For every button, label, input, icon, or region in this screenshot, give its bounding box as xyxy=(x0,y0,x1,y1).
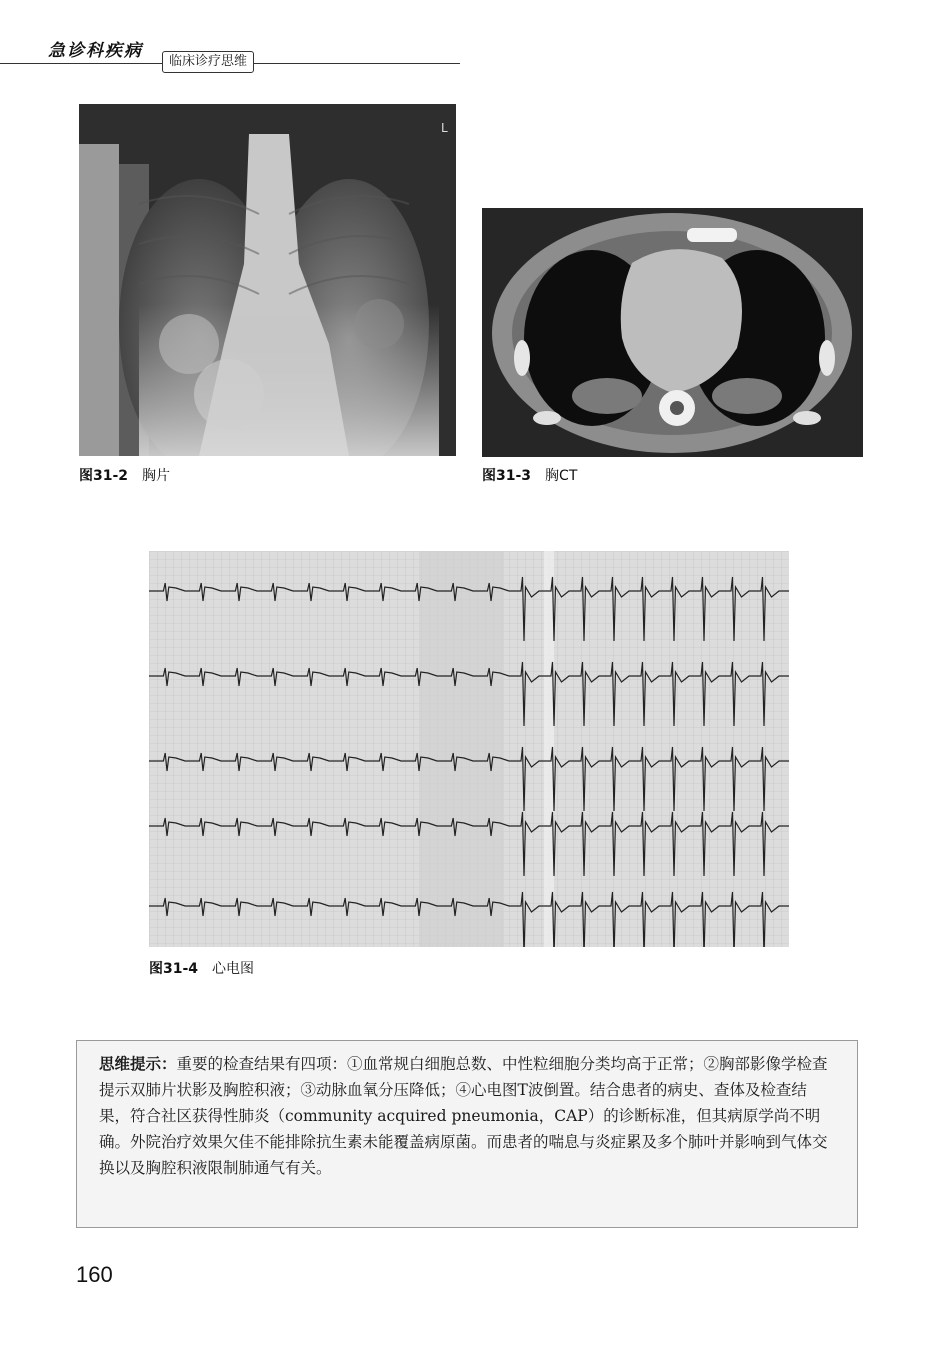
section-tag: 临床诊疗思维 xyxy=(162,51,254,73)
figure-number: 图31-2 xyxy=(79,468,129,484)
note-text: 重要的检查结果有四项：①血常规白细胞总数、中性粒细胞分类均高于正常；②胸部影像学检查提示双肺片状影及胸腔积液；③动脉血氧分压降低；④心电图T波倒置。结合患者的病史、查体及检查结果，符合社区获得性肺炎（community acquired pneumonia，CAP）的诊断标准，但其病原学尚不明确。外院治疗效果欠佳不能排除抗生素未能覆盖病原菌。而患者的喘息与炎症累及多个肺叶并影响到气体交换以及胸腔积液限制肺通气有关。 xyxy=(99,1055,828,1177)
figure-caption xyxy=(482,465,577,485)
figure-caption xyxy=(79,465,170,485)
figure-title: 胸CT xyxy=(545,468,578,484)
ecg-image xyxy=(149,551,789,947)
xray-corner-mark: L xyxy=(441,121,448,135)
clinical-thinking-note xyxy=(76,1040,858,1228)
figure-number: 图31-4 xyxy=(149,961,199,977)
chest-ct-image xyxy=(482,208,863,457)
chest-xray-image xyxy=(79,104,456,456)
figure-caption xyxy=(149,958,254,978)
figure-title: 心电图 xyxy=(212,961,255,977)
book-title: 急诊科疾病 xyxy=(48,41,143,61)
figure-title: 胸片 xyxy=(142,468,171,484)
figure-number: 图31-3 xyxy=(482,468,532,484)
page-number: 160 xyxy=(76,1262,113,1287)
note-label: 思维提示： xyxy=(99,1055,177,1073)
